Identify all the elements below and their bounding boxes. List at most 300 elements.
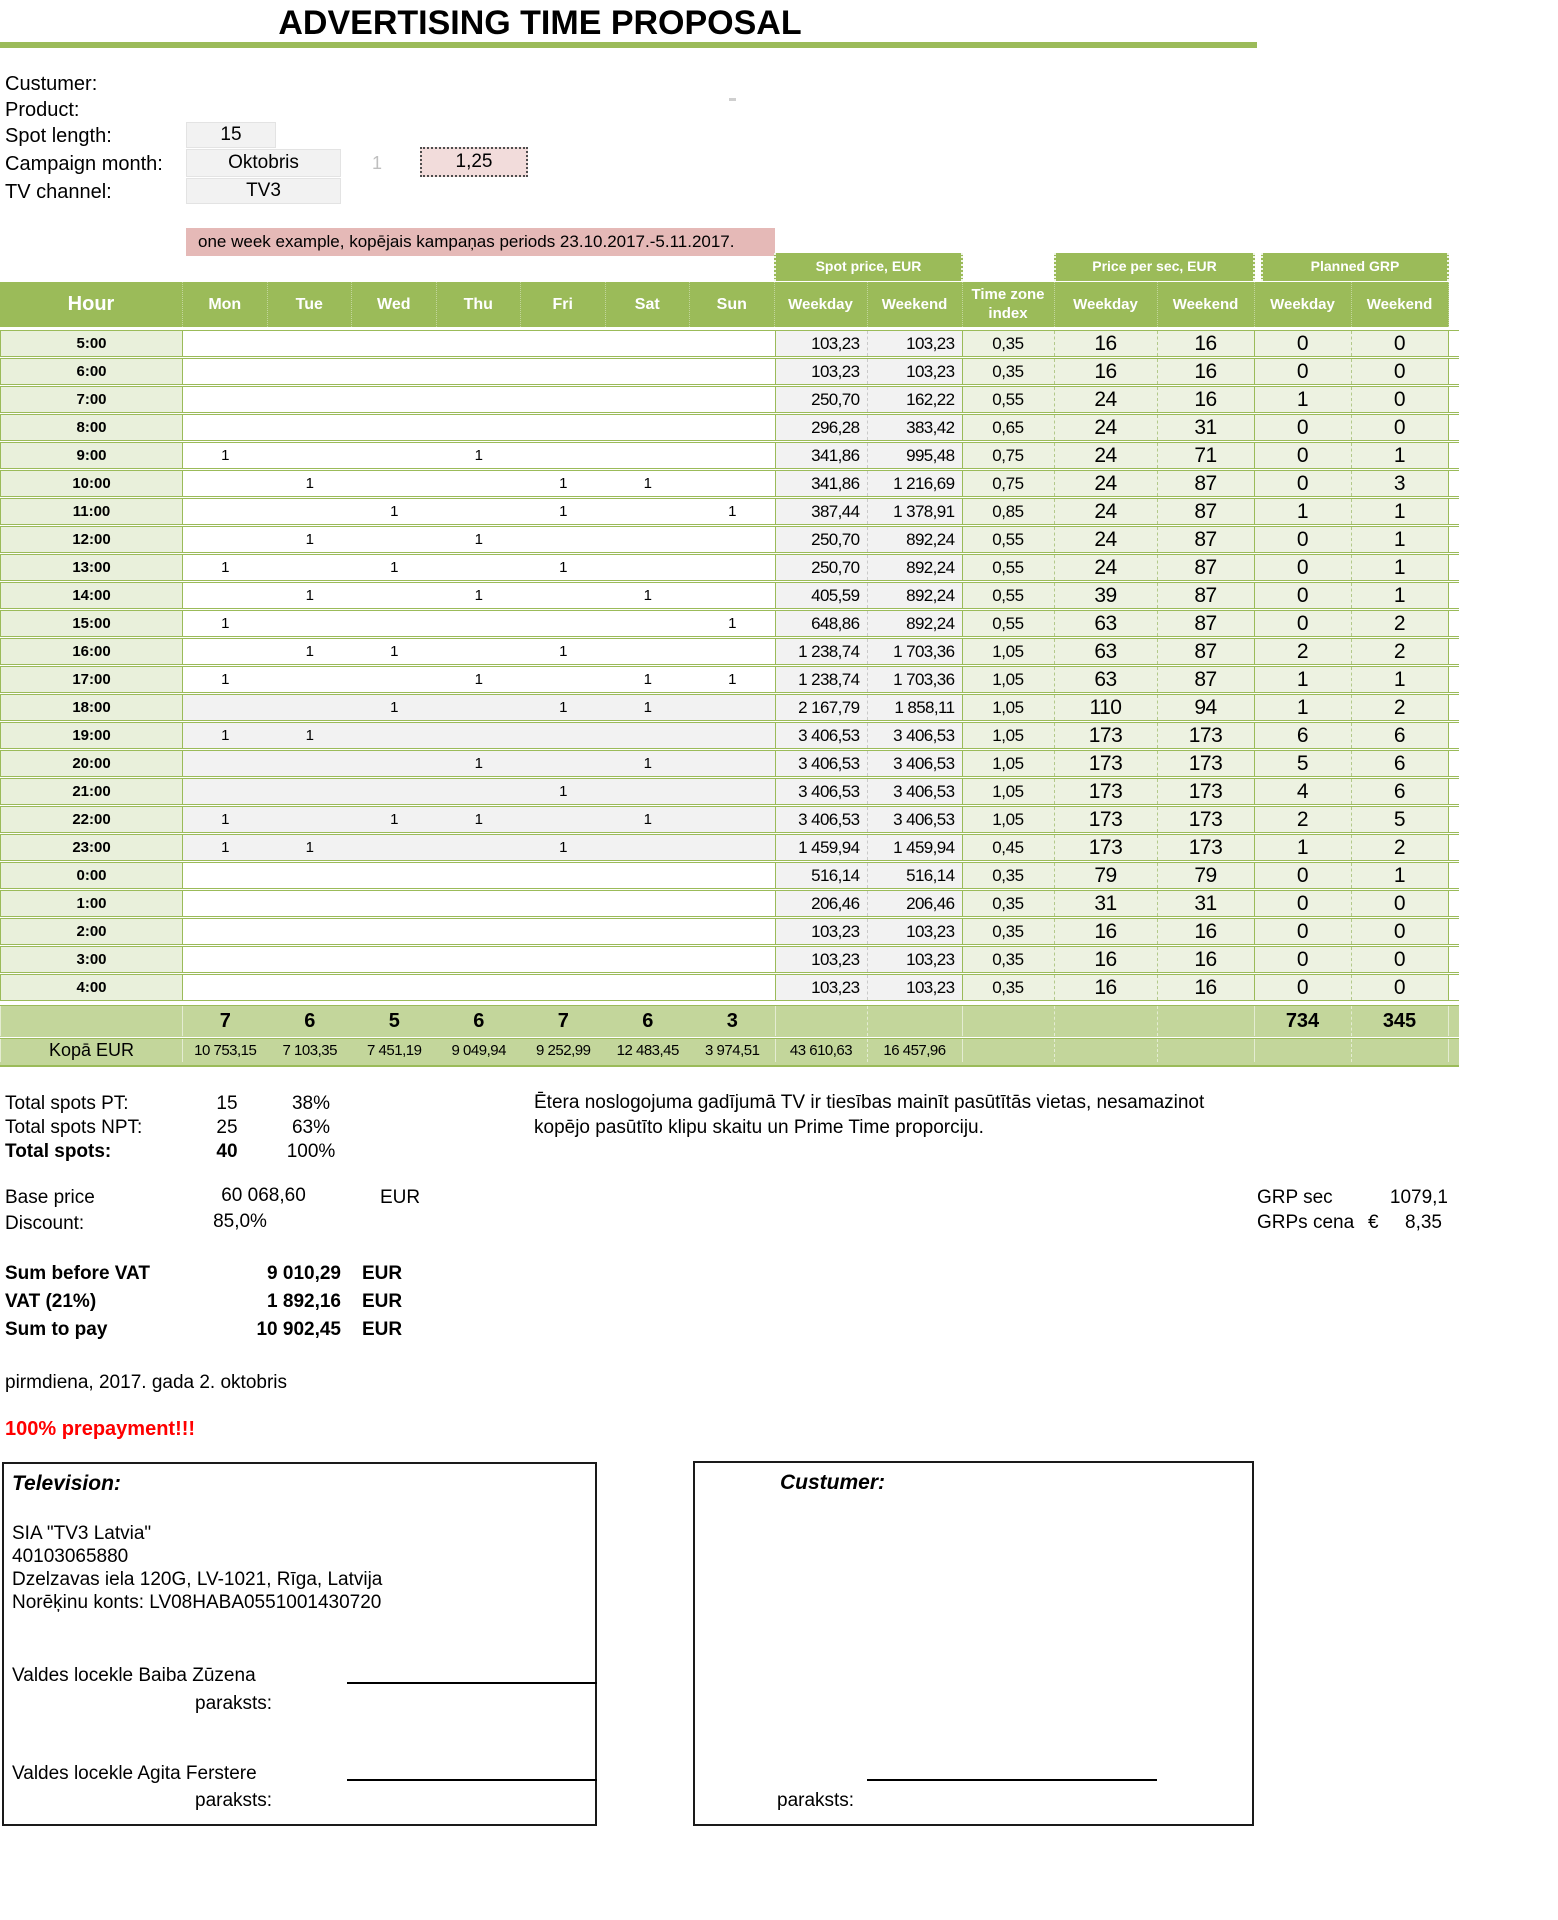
grp-weekend-cell: 6 <box>1352 723 1449 748</box>
day-spot-cell <box>352 331 437 356</box>
television-signer-1: Valdes locekle Baiba Zūzena <box>12 1665 256 1686</box>
day-spot-cell <box>437 863 522 888</box>
grp-weekend-cell: 1 <box>1352 583 1449 608</box>
hour-cell: 3:00 <box>0 947 183 972</box>
grp-weekend-cell: 0 <box>1352 331 1449 356</box>
day-spot-cell <box>352 863 437 888</box>
spot-price-weekday-cell: 250,70 <box>775 387 868 412</box>
day-spot-cell: 1 <box>606 667 691 692</box>
day-spot-cell <box>268 947 353 972</box>
spot-price-weekday-cell: 103,23 <box>775 947 868 972</box>
spot-price-weekday-cell: 296,28 <box>775 415 868 440</box>
day-spot-cell: 1 <box>268 471 353 496</box>
day-spot-cell <box>268 443 353 468</box>
price-per-sec-weekday-cell: 110 <box>1055 695 1158 720</box>
totals-hour-cell <box>0 1006 183 1036</box>
day-spot-cell <box>521 863 606 888</box>
kopa-day-cell: 3 974,51 <box>705 1042 760 1059</box>
table-row <box>0 750 1459 777</box>
pps-weekend-header: Weekend <box>1158 282 1255 327</box>
day-column-header-mon: Mon <box>183 282 268 327</box>
signature-line-1[interactable] <box>347 1682 597 1684</box>
television-company: SIA "TV3 Latvia" <box>12 1523 152 1544</box>
price-per-sec-weekday-cell: 16 <box>1055 919 1158 944</box>
totals-day-cell: 6 <box>473 1010 485 1032</box>
day-spot-cell <box>437 639 522 664</box>
spot-weekend-header: Weekend <box>868 282 963 327</box>
table-row <box>0 666 1459 693</box>
day-spot-cell: 1 <box>521 471 606 496</box>
day-spot-cell <box>268 863 353 888</box>
spot-price-weekday-cell: 3 406,53 <box>775 751 868 776</box>
day-spot-cell <box>690 863 775 888</box>
day-spot-cell <box>183 695 268 720</box>
tail-cell <box>1449 975 1459 1000</box>
total-spots-pt-value: 15 <box>216 1093 238 1114</box>
day-spot-cell <box>690 751 775 776</box>
day-spot-cell: 1 <box>521 639 606 664</box>
grp-weekend-cell: 1 <box>1352 499 1449 524</box>
day-spot-cell <box>606 415 691 440</box>
grp-weekend-cell: 1 <box>1352 443 1449 468</box>
tail-cell <box>1449 499 1459 524</box>
table-row <box>0 834 1459 861</box>
tail-cell <box>1449 723 1459 748</box>
table-row <box>0 890 1459 917</box>
hour-cell: 17:00 <box>0 667 183 692</box>
total-spots-value: 40 <box>216 1141 238 1162</box>
price-per-sec-weekday-cell: 173 <box>1055 751 1158 776</box>
day-spot-cell <box>352 723 437 748</box>
spot-length-label: Spot length: <box>5 125 112 147</box>
planned-grp-group-header: Planned GRP <box>1261 253 1449 281</box>
tail-cell <box>1449 695 1459 720</box>
price-per-sec-weekend-cell: 16 <box>1158 387 1255 412</box>
day-spot-cell <box>437 779 522 804</box>
spot-price-weekday-cell: 1 459,94 <box>775 835 868 860</box>
totals-tail-cell <box>1449 1006 1459 1036</box>
total-spots-pt-label: Total spots PT: <box>5 1093 129 1114</box>
hour-cell: 15:00 <box>0 611 183 636</box>
day-spot-cell <box>352 387 437 412</box>
day-spot-cell <box>268 611 353 636</box>
spot-price-weekday-cell: 250,70 <box>775 555 868 580</box>
grp-weekday-cell: 1 <box>1255 387 1352 412</box>
timezone-index-header: Time zone index <box>963 282 1055 327</box>
day-spot-cell <box>606 723 691 748</box>
kopa-label-cell: Kopā EUR <box>0 1039 183 1062</box>
grp-weekend-cell: 0 <box>1352 947 1449 972</box>
television-bank-account: Norēķinu konts: LV08HABA0551001430720 <box>12 1592 382 1613</box>
spot-price-weekend-cell: 162,22 <box>868 387 963 412</box>
timezone-index-cell: 0,55 <box>963 555 1055 580</box>
day-spot-cell <box>437 919 522 944</box>
grp-weekend-cell: 6 <box>1352 751 1449 776</box>
price-per-sec-weekend-cell: 87 <box>1158 639 1255 664</box>
spot-price-weekend-cell: 206,46 <box>868 891 963 916</box>
tv-channel-field[interactable]: TV3 <box>186 178 341 204</box>
price-per-sec-weekday-cell: 24 <box>1055 471 1158 496</box>
price-per-sec-group-header: Price per sec, EUR <box>1054 253 1255 281</box>
day-spot-cell <box>521 667 606 692</box>
television-address: Dzelzavas iela 120G, LV-1021, Rīga, Latvija <box>12 1569 383 1590</box>
tail-cell <box>1449 415 1459 440</box>
day-spot-cell: 1 <box>521 695 606 720</box>
grp-weekday-cell: 0 <box>1255 331 1352 356</box>
timezone-index-cell: 0,35 <box>963 331 1055 356</box>
tv-channel-label: TV channel: <box>5 181 112 203</box>
price-per-sec-weekday-cell: 173 <box>1055 779 1158 804</box>
index-field[interactable]: 1,25 <box>420 147 528 177</box>
grp-weekend-cell: 0 <box>1352 415 1449 440</box>
timezone-index-cell: 1,05 <box>963 667 1055 692</box>
timezone-index-cell: 0,35 <box>963 919 1055 944</box>
hour-cell: 16:00 <box>0 639 183 664</box>
sum-before-vat-currency: EUR <box>362 1263 403 1284</box>
tail-cell <box>1449 863 1459 888</box>
grp-weekday-cell: 0 <box>1255 891 1352 916</box>
grp-weekday-cell: 5 <box>1255 751 1352 776</box>
day-spot-cell <box>183 919 268 944</box>
day-spot-cell <box>183 891 268 916</box>
price-per-sec-weekend-cell: 87 <box>1158 555 1255 580</box>
vat-label: VAT (21%) <box>5 1291 97 1312</box>
table-row <box>0 806 1459 833</box>
day-spot-cell <box>437 947 522 972</box>
day-spot-cell <box>690 947 775 972</box>
price-per-sec-weekend-cell: 94 <box>1158 695 1255 720</box>
day-spot-cell <box>606 611 691 636</box>
day-spot-cell: 1 <box>268 723 353 748</box>
timezone-index-cell: 1,05 <box>963 695 1055 720</box>
day-spot-cell <box>606 499 691 524</box>
timezone-index-cell: 0,35 <box>963 891 1055 916</box>
day-spot-cell <box>437 471 522 496</box>
price-per-sec-weekend-cell: 173 <box>1158 779 1255 804</box>
grp-weekend-cell: 1 <box>1352 555 1449 580</box>
price-per-sec-weekend-cell: 173 <box>1158 751 1255 776</box>
customer-label: Custumer: <box>5 73 98 95</box>
day-spot-cell <box>352 443 437 468</box>
vat-currency: EUR <box>362 1291 403 1312</box>
hour-cell: 4:00 <box>0 975 183 1000</box>
total-spots-npt-pct: 63% <box>291 1117 331 1138</box>
day-spot-cell <box>690 919 775 944</box>
timezone-index-cell: 0,55 <box>963 527 1055 552</box>
table-header-row <box>0 282 1459 327</box>
day-spot-cell <box>521 751 606 776</box>
totals-day-cell: 6 <box>304 1010 316 1032</box>
spot-price-weekday-cell: 103,23 <box>775 331 868 356</box>
spot-price-weekday-cell: 103,23 <box>775 359 868 384</box>
television-paraksts-1: paraksts: <box>195 1693 273 1714</box>
hour-cell: 18:00 <box>0 695 183 720</box>
spot-price-weekend-cell: 103,23 <box>868 331 963 356</box>
hour-cell: 5:00 <box>0 331 183 356</box>
day-spot-cell <box>437 891 522 916</box>
day-spot-cell <box>521 387 606 412</box>
timezone-index-cell: 0,55 <box>963 387 1055 412</box>
spot-price-weekend-cell: 892,24 <box>868 583 963 608</box>
tail-cell <box>1449 667 1459 692</box>
tail-cell <box>1449 835 1459 860</box>
hour-cell: 6:00 <box>0 359 183 384</box>
grp-weekday-cell: 0 <box>1255 919 1352 944</box>
tail-cell <box>1449 443 1459 468</box>
price-per-sec-weekend-cell: 16 <box>1158 331 1255 356</box>
hour-cell: 21:00 <box>0 779 183 804</box>
price-per-sec-weekend-cell: 16 <box>1158 359 1255 384</box>
day-spot-cell <box>268 667 353 692</box>
spot-price-weekday-cell: 341,86 <box>775 471 868 496</box>
day-spot-cell: 1 <box>521 835 606 860</box>
day-spot-cell <box>183 639 268 664</box>
customer-box <box>693 1461 1254 1826</box>
day-spot-cell <box>690 723 775 748</box>
table-row <box>0 498 1459 525</box>
day-spot-cell <box>606 359 691 384</box>
totals-grp-weekday-cell: 734 <box>1255 1006 1352 1036</box>
day-spot-cell <box>268 891 353 916</box>
day-spot-cell <box>690 583 775 608</box>
price-per-sec-weekday-cell: 16 <box>1055 359 1158 384</box>
kopa-day-cell: 7 451,19 <box>367 1042 422 1059</box>
day-spot-cell <box>437 695 522 720</box>
day-spot-cell <box>183 471 268 496</box>
spot-price-weekday-cell: 250,70 <box>775 527 868 552</box>
spot-price-weekend-cell: 3 406,53 <box>868 779 963 804</box>
spot-price-weekend-cell: 383,42 <box>868 415 963 440</box>
day-spot-cell <box>690 471 775 496</box>
table-row <box>0 918 1459 945</box>
day-spot-cell <box>690 331 775 356</box>
timezone-index-cell: 0,35 <box>963 863 1055 888</box>
totals-row <box>0 1005 1459 1037</box>
day-spot-cell <box>606 919 691 944</box>
day-spot-cell <box>521 611 606 636</box>
day-spot-cell <box>606 863 691 888</box>
spot-price-weekend-cell: 1 703,36 <box>868 639 963 664</box>
kopa-spot-weekend-cell: 16 457,96 <box>868 1039 963 1062</box>
timezone-index-cell: 1,05 <box>963 751 1055 776</box>
spot-price-weekday-cell: 2 167,79 <box>775 695 868 720</box>
customer-paraksts: paraksts: <box>777 1790 855 1811</box>
day-spot-cell <box>437 499 522 524</box>
spot-price-weekend-cell: 892,24 <box>868 527 963 552</box>
day-spot-cell <box>268 359 353 384</box>
day-spot-cell <box>352 947 437 972</box>
day-spot-cell <box>690 807 775 832</box>
timezone-index-cell: 0,75 <box>963 471 1055 496</box>
kopa-tail-cell <box>1449 1039 1459 1062</box>
day-spot-cell: 1 <box>521 499 606 524</box>
price-per-sec-weekend-cell: 31 <box>1158 891 1255 916</box>
hour-cell: 12:00 <box>0 527 183 552</box>
day-spot-cell <box>268 415 353 440</box>
price-per-sec-weekday-cell: 16 <box>1055 331 1158 356</box>
price-per-sec-weekday-cell: 63 <box>1055 611 1158 636</box>
hour-cell: 11:00 <box>0 499 183 524</box>
spot-price-weekday-cell: 3 406,53 <box>775 807 868 832</box>
table-row <box>0 582 1459 609</box>
hour-column-header: Hour <box>0 282 183 327</box>
spot-price-weekday-cell: 387,44 <box>775 499 868 524</box>
tail-cell <box>1449 891 1459 916</box>
day-spot-cell: 1 <box>437 583 522 608</box>
price-per-sec-weekday-cell: 63 <box>1055 667 1158 692</box>
totals-day-cell: 7 <box>219 1010 231 1032</box>
day-column-header-tue: Tue <box>268 282 353 327</box>
day-column-header-sun: Sun <box>690 282 775 327</box>
price-per-sec-weekday-cell: 24 <box>1055 499 1158 524</box>
timezone-index-cell: 0,65 <box>963 415 1055 440</box>
spot-price-weekday-cell: 1 238,74 <box>775 667 868 692</box>
price-per-sec-weekday-cell: 79 <box>1055 863 1158 888</box>
spot-price-weekend-cell: 1 378,91 <box>868 499 963 524</box>
tail-cell <box>1449 583 1459 608</box>
day-spot-cell <box>606 835 691 860</box>
grp-weekday-cell: 0 <box>1255 583 1352 608</box>
day-spot-cell <box>606 975 691 1000</box>
hour-cell: 20:00 <box>0 751 183 776</box>
scan-artifact <box>729 98 736 101</box>
kopa-timezone-cell <box>963 1039 1055 1062</box>
spot-price-weekday-cell: 206,46 <box>775 891 868 916</box>
day-spot-cell <box>352 975 437 1000</box>
day-spot-cell <box>352 667 437 692</box>
pps-weekday-header: Weekday <box>1055 282 1158 327</box>
day-spot-cell <box>521 919 606 944</box>
table-row <box>0 386 1459 413</box>
table-row <box>0 974 1459 1001</box>
television-signer-2: Valdes locekle Agita Ferstere <box>12 1763 257 1784</box>
kopa-day-cell: 9 252,99 <box>536 1042 591 1059</box>
grp-weekday-cell: 0 <box>1255 443 1352 468</box>
day-spot-cell <box>690 975 775 1000</box>
timezone-index-cell: 0,55 <box>963 611 1055 636</box>
timezone-index-cell: 0,35 <box>963 975 1055 1000</box>
grp-weekday-cell: 0 <box>1255 975 1352 1000</box>
day-spot-cell <box>268 975 353 1000</box>
price-per-sec-weekday-cell: 173 <box>1055 835 1158 860</box>
grp-weekend-cell: 2 <box>1352 639 1449 664</box>
day-spot-cell: 1 <box>268 583 353 608</box>
kopa-day-cell: 9 049,94 <box>451 1042 506 1059</box>
day-spot-cell: 1 <box>352 639 437 664</box>
grp-weekday-cell: 2 <box>1255 639 1352 664</box>
grp-weekday-cell: 0 <box>1255 471 1352 496</box>
sum-to-pay-currency: EUR <box>362 1319 403 1340</box>
day-spot-cell <box>352 583 437 608</box>
day-spot-cell: 1 <box>437 443 522 468</box>
spot-price-weekend-cell: 1 216,69 <box>868 471 963 496</box>
day-column-header-fri: Fri <box>521 282 606 327</box>
table-row <box>0 610 1459 637</box>
product-label: Product: <box>5 99 80 121</box>
day-spot-cell <box>352 835 437 860</box>
day-spot-cell: 1 <box>606 695 691 720</box>
table-row <box>0 442 1459 469</box>
day-spot-cell <box>352 751 437 776</box>
day-spot-cell: 1 <box>183 555 268 580</box>
kopa-day-cell: 12 483,45 <box>616 1042 679 1059</box>
grp-weekend-cell: 2 <box>1352 835 1449 860</box>
day-spot-cell <box>690 359 775 384</box>
hour-cell: 9:00 <box>0 443 183 468</box>
customer-signature-line[interactable] <box>867 1779 1157 1781</box>
campaign-month-field[interactable]: Oktobris <box>186 149 341 177</box>
grp-weekday-cell: 0 <box>1255 555 1352 580</box>
day-spot-cell <box>352 891 437 916</box>
day-spot-cell: 1 <box>352 695 437 720</box>
day-spot-cell <box>606 779 691 804</box>
grp-price-value: 8,35 <box>1405 1212 1442 1233</box>
day-spot-cell <box>690 527 775 552</box>
hour-cell: 19:00 <box>0 723 183 748</box>
discount-label: Discount: <box>5 1213 85 1234</box>
day-spot-cell <box>606 891 691 916</box>
day-spot-cell: 1 <box>437 667 522 692</box>
spot-length-field[interactable]: 15 <box>186 122 276 148</box>
day-spot-cell <box>268 555 353 580</box>
day-spot-cell <box>606 555 691 580</box>
tail-cell <box>1449 751 1459 776</box>
day-spot-cell <box>183 499 268 524</box>
day-spot-cell: 1 <box>183 835 268 860</box>
page-title: ADVERTISING TIME PROPOSAL <box>278 4 802 42</box>
discount-value: 85,0% <box>213 1211 267 1232</box>
timezone-index-cell: 1,05 <box>963 779 1055 804</box>
day-spot-cell: 1 <box>183 611 268 636</box>
signature-line-2[interactable] <box>347 1779 597 1781</box>
tail-cell <box>1449 807 1459 832</box>
day-spot-cell <box>690 891 775 916</box>
day-spot-cell: 1 <box>606 807 691 832</box>
day-spot-cell <box>690 387 775 412</box>
television-paraksts-2: paraksts: <box>195 1790 273 1811</box>
base-price-currency: EUR <box>380 1187 421 1208</box>
grp-weekday-cell: 1 <box>1255 499 1352 524</box>
day-spot-cell <box>521 723 606 748</box>
timezone-index-cell: 0,45 <box>963 835 1055 860</box>
price-per-sec-weekend-cell: 87 <box>1158 667 1255 692</box>
table-row <box>0 722 1459 749</box>
grp-weekday-header: Weekday <box>1255 282 1352 327</box>
spot-price-weekend-cell: 103,23 <box>868 975 963 1000</box>
day-spot-cell <box>437 835 522 860</box>
table-row <box>0 470 1459 497</box>
spot-price-weekend-cell: 3 406,53 <box>868 723 963 748</box>
day-spot-cell: 1 <box>183 667 268 692</box>
tail-cell <box>1449 919 1459 944</box>
sum-before-vat-value: 9 010,29 <box>267 1263 341 1284</box>
spot-price-weekend-cell: 892,24 <box>868 611 963 636</box>
day-spot-cell: 1 <box>606 471 691 496</box>
spot-price-weekday-cell: 341,86 <box>775 443 868 468</box>
table-row <box>0 946 1459 973</box>
grp-weekday-cell: 2 <box>1255 807 1352 832</box>
hour-cell: 22:00 <box>0 807 183 832</box>
day-spot-cell <box>690 555 775 580</box>
spot-price-weekday-cell: 516,14 <box>775 863 868 888</box>
price-per-sec-weekend-cell: 87 <box>1158 499 1255 524</box>
tail-cell <box>1449 611 1459 636</box>
price-per-sec-weekend-cell: 173 <box>1158 835 1255 860</box>
grp-weekend-cell: 0 <box>1352 387 1449 412</box>
day-spot-cell <box>183 359 268 384</box>
table-row <box>0 778 1459 805</box>
base-price-value: 60 068,60 <box>221 1185 306 1206</box>
